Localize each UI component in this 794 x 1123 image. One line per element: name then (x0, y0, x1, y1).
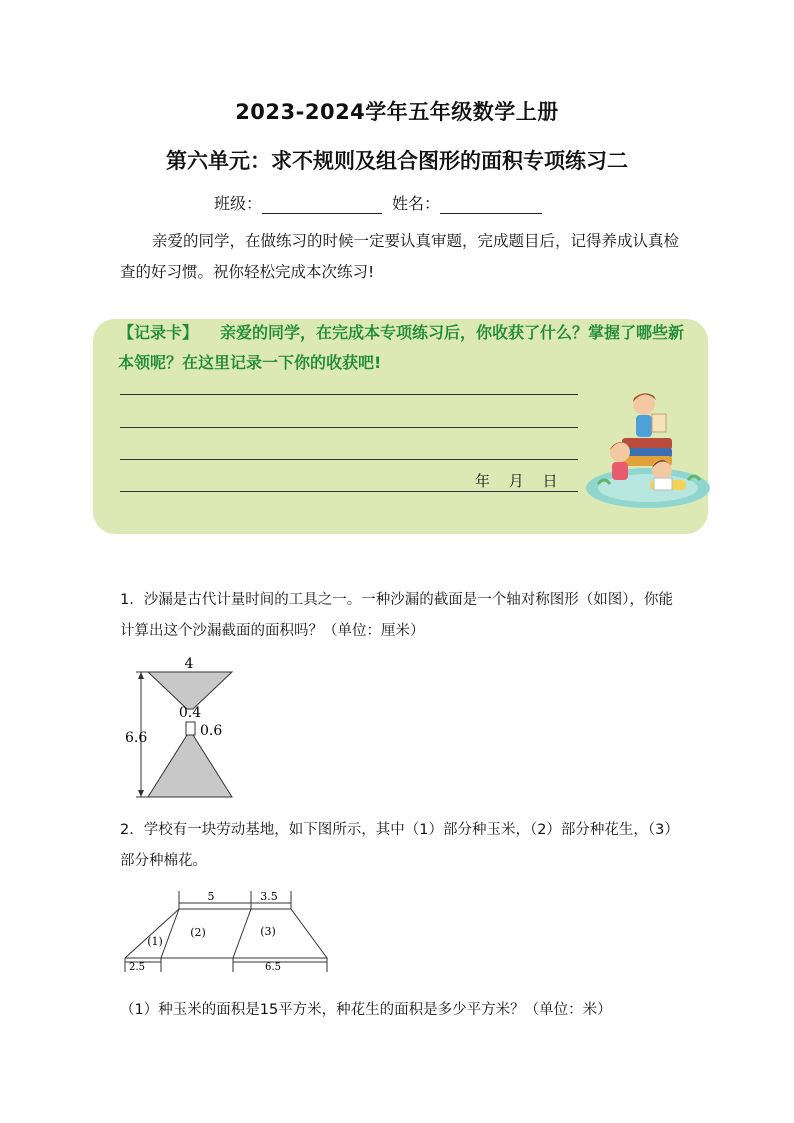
question-2-text: 2．学校有一块劳动基地，如下图所示，其中（1）部分种玉米，（2）部分种花生，（3）部分种棉花。 (120, 822, 679, 869)
record-card-text (118, 318, 688, 378)
label-top-width: 4 (184, 656, 194, 672)
reading-children-illustration (580, 388, 715, 518)
question-1-text: 1．沙漏是古代计量时间的工具之一。一种沙漏的截面是一个轴对称图形（如图），你能计算出这个沙漏截面的面积吗？（单位：厘米） (120, 592, 673, 639)
question-2-sub-1: （1）种玉米的面积是15平方米，种花生的面积是多少平方米？（单位：米） (120, 1002, 612, 1018)
record-card-body: 亲爱的同学，在完成本专项练习后，你收获了什么？掌握了哪些新本领呢？在这里记录一下你的收获吧! (118, 323, 685, 372)
intro-text: 亲爱的同学，在做练习的时候一定要认真审题，完成题目后，记得养成认真检查的好习惯。祝你轻松完成本次练习! (120, 232, 680, 281)
record-line-3[interactable] (120, 459, 578, 460)
name-label: 姓名： (392, 194, 441, 213)
record-line-4[interactable] (120, 491, 578, 492)
label-bottom-2-5: 2.5 (129, 962, 145, 973)
page-title: 2023-2024学年五年级数学上册 (235, 100, 559, 124)
field-diagram (118, 888, 330, 976)
label-mid-width: 0.4 (178, 705, 202, 721)
label-top-5: 5 (207, 890, 215, 903)
page-subtitle: 第六单元：求不规则及组合图形的面积专项练习二 (166, 149, 628, 173)
label-height: 6.6 (125, 730, 148, 746)
label-part-1: (1) (147, 935, 163, 948)
label-mid-height: 0.6 (200, 723, 223, 739)
class-label: 班级： (214, 194, 263, 213)
name-field[interactable] (440, 195, 542, 214)
label-part-3: (3) (260, 925, 276, 938)
record-card-heading: 【记录卡】 (118, 323, 199, 342)
class-field[interactable] (262, 195, 382, 214)
record-line-1[interactable] (120, 394, 578, 395)
label-part-2: (2) (190, 926, 206, 939)
label-top-3-5: 3.5 (260, 890, 278, 903)
hourglass-diagram (122, 655, 234, 801)
record-date: 年 月 日 (475, 472, 558, 490)
record-line-2[interactable] (120, 427, 578, 428)
class-name-line (214, 191, 542, 214)
label-bottom-6-5: 6.5 (265, 962, 281, 973)
